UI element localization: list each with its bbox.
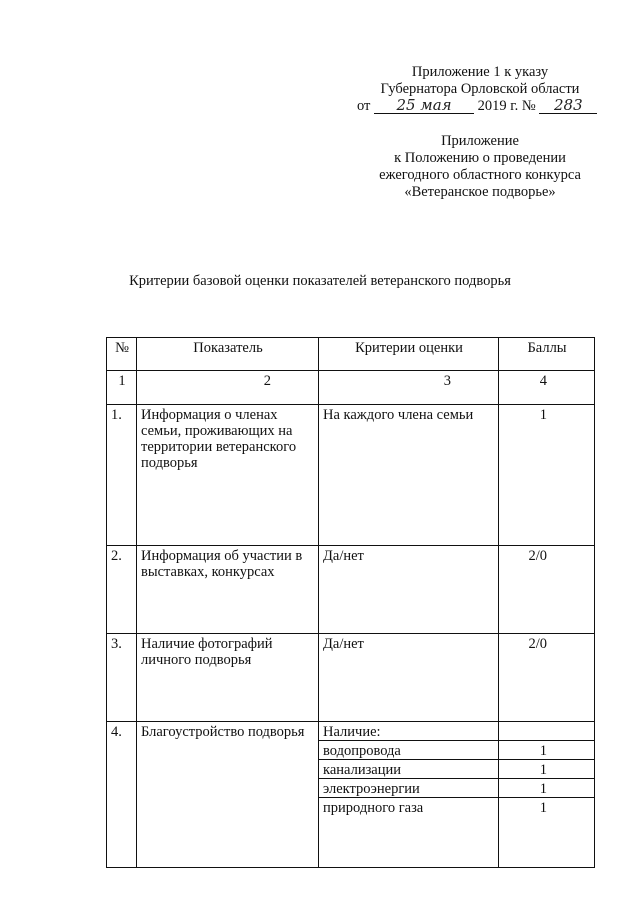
row-criteria-head: Наличие: xyxy=(319,722,499,741)
criteria-table xyxy=(106,337,595,868)
row-criteria: Да/нет xyxy=(319,634,499,722)
handwritten-number: 283 xyxy=(539,98,597,114)
row-criteria: Да/нет xyxy=(319,546,499,634)
row-score: 2/0 xyxy=(499,546,595,634)
col-header-criteria: Критерии оценки xyxy=(319,338,499,371)
table-numbering-row xyxy=(107,371,595,405)
row-number: 1. xyxy=(107,405,137,546)
numbering-cell: 2 xyxy=(137,371,319,405)
col-header-number: № xyxy=(107,338,137,371)
row-criteria: На каждого члена семьи xyxy=(319,405,499,546)
row-score: 2/0 xyxy=(499,634,595,722)
sub-score: 1 xyxy=(499,741,595,760)
row-indicator: Информация о членах семьи, проживающих на территории ветеранского подворья xyxy=(137,405,319,546)
sub-line-1: Приложение xyxy=(441,133,519,149)
header-from-label: от xyxy=(357,98,371,114)
col-header-score: Баллы xyxy=(499,338,595,371)
sub-score: 1 xyxy=(499,760,595,779)
sub-score: 1 xyxy=(499,779,595,798)
numbering-cell: 3 xyxy=(319,371,499,405)
row-score: 1 xyxy=(499,405,595,546)
sub-criteria: природного газа xyxy=(319,798,499,868)
sub-line-3: ежегодного областного конкурса xyxy=(379,167,581,183)
table-row xyxy=(107,634,595,722)
row-indicator: Наличие фотографий личного подворья xyxy=(137,634,319,722)
handwritten-date: 25 мая xyxy=(374,98,474,114)
row-number: 3. xyxy=(107,634,137,722)
table-header-row xyxy=(107,338,595,371)
header-year-label: 2019 г. № xyxy=(477,98,536,114)
row-number: 2. xyxy=(107,546,137,634)
table-row xyxy=(107,722,595,741)
table-row xyxy=(107,546,595,634)
sub-criteria: электроэнергии xyxy=(319,779,499,798)
row-number: 4. xyxy=(107,722,137,868)
sub-criteria: канализации xyxy=(319,760,499,779)
document-title: Критерии базовой оценки показателей ветеранского подворья xyxy=(129,273,511,289)
sub-score: 1 xyxy=(499,798,595,868)
header-line-1: Приложение 1 к указу xyxy=(411,64,549,80)
sub-line-2: к Положению о проведении xyxy=(394,150,566,166)
numbering-cell: 4 xyxy=(499,371,595,405)
row-indicator: Благоустройство подворья xyxy=(137,722,319,868)
header-line-3 xyxy=(357,98,597,114)
col-header-indicator: Показатель xyxy=(137,338,319,371)
table-row xyxy=(107,405,595,546)
header-line-2: Губернатора Орловской области xyxy=(380,81,580,97)
row-score-empty xyxy=(499,722,595,741)
numbering-cell: 1 xyxy=(107,371,137,405)
row-indicator: Информация об участии в выставках, конкурсах xyxy=(137,546,319,634)
sub-criteria: водопровода xyxy=(319,741,499,760)
sub-line-4: «Ветеранское подворье» xyxy=(404,184,556,200)
